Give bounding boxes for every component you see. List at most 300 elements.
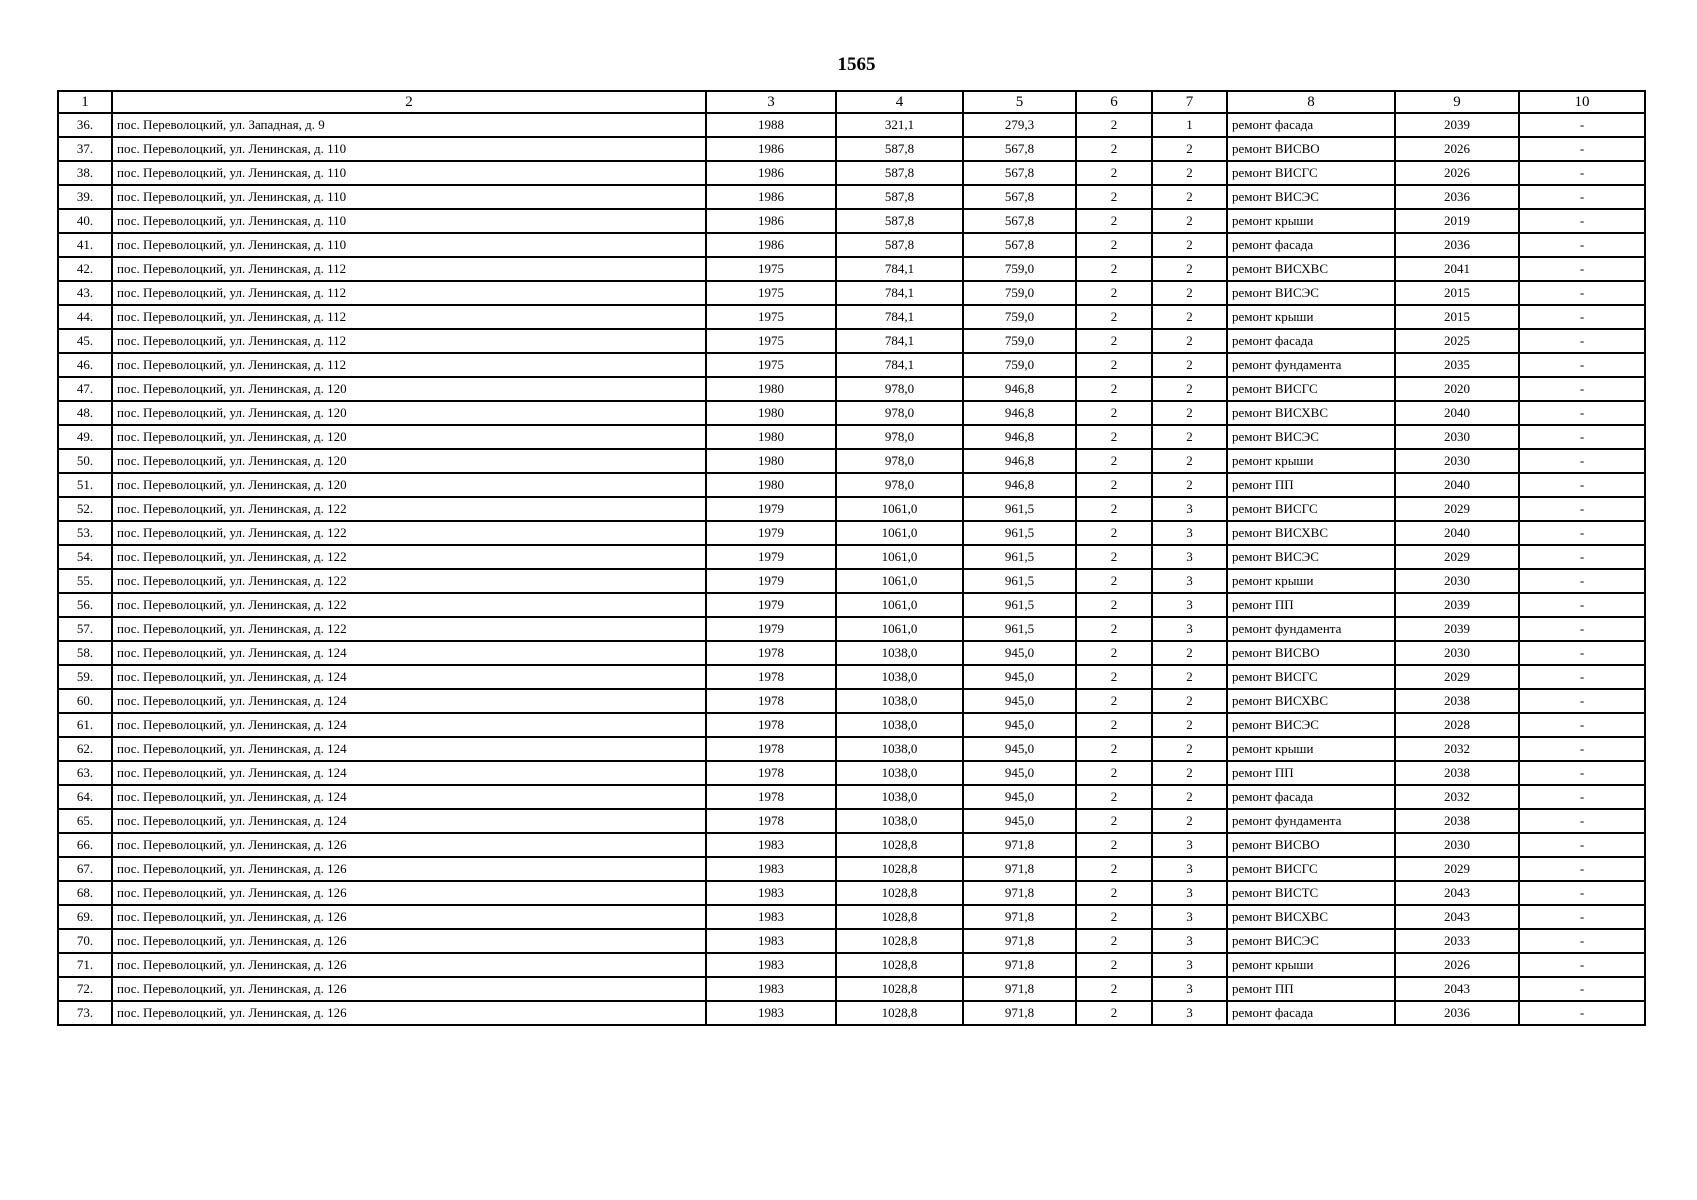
cell-row-number: 46. — [58, 353, 112, 377]
cell-entrances: 2 — [1152, 737, 1227, 761]
cell-total-area: 1038,0 — [836, 809, 963, 833]
cell-note: - — [1519, 281, 1645, 305]
cell-work-type: ремонт крыши — [1227, 737, 1395, 761]
cell-address: пос. Переволоцкий, ул. Ленинская, д. 124 — [112, 689, 706, 713]
table-row — [58, 1001, 1645, 1025]
cell-row-number: 47. — [58, 377, 112, 401]
cell-floors: 2 — [1076, 953, 1152, 977]
cell-total-area: 1028,8 — [836, 857, 963, 881]
cell-work-type: ремонт ВИСГС — [1227, 161, 1395, 185]
table-row — [58, 833, 1645, 857]
cell-row-number: 51. — [58, 473, 112, 497]
cell-work-type: ремонт ВИСВО — [1227, 641, 1395, 665]
header-cell-8: 8 — [1227, 91, 1395, 113]
cell-row-number: 57. — [58, 617, 112, 641]
cell-entrances: 2 — [1152, 377, 1227, 401]
cell-note: - — [1519, 977, 1645, 1001]
cell-entrances: 2 — [1152, 353, 1227, 377]
cell-living-area: 971,8 — [963, 953, 1076, 977]
cell-planned-year: 2038 — [1395, 761, 1519, 785]
table-row — [58, 545, 1645, 569]
cell-total-area: 1038,0 — [836, 785, 963, 809]
cell-living-area: 946,8 — [963, 449, 1076, 473]
table-row — [58, 881, 1645, 905]
cell-note: - — [1519, 905, 1645, 929]
table-row — [58, 233, 1645, 257]
table-row — [58, 137, 1645, 161]
cell-row-number: 68. — [58, 881, 112, 905]
cell-total-area: 784,1 — [836, 305, 963, 329]
cell-work-type: ремонт ВИСГС — [1227, 857, 1395, 881]
table-row — [58, 353, 1645, 377]
cell-year-built: 1978 — [706, 809, 836, 833]
cell-entrances: 3 — [1152, 929, 1227, 953]
cell-address: пос. Переволоцкий, ул. Ленинская, д. 122 — [112, 545, 706, 569]
cell-year-built: 1983 — [706, 857, 836, 881]
cell-entrances: 2 — [1152, 137, 1227, 161]
cell-living-area: 946,8 — [963, 401, 1076, 425]
cell-living-area: 759,0 — [963, 329, 1076, 353]
cell-living-area: 759,0 — [963, 257, 1076, 281]
cell-address: пос. Переволоцкий, ул. Ленинская, д. 124 — [112, 713, 706, 737]
cell-living-area: 567,8 — [963, 185, 1076, 209]
table-row — [58, 377, 1645, 401]
table-row — [58, 953, 1645, 977]
cell-address: пос. Переволоцкий, ул. Ленинская, д. 112 — [112, 305, 706, 329]
cell-work-type: ремонт ВИСХВС — [1227, 905, 1395, 929]
cell-note: - — [1519, 569, 1645, 593]
cell-work-type: ремонт ВИСХВС — [1227, 521, 1395, 545]
cell-floors: 2 — [1076, 161, 1152, 185]
cell-year-built: 1975 — [706, 281, 836, 305]
cell-address: пос. Переволоцкий, ул. Ленинская, д. 112 — [112, 353, 706, 377]
cell-entrances: 2 — [1152, 473, 1227, 497]
cell-note: - — [1519, 689, 1645, 713]
cell-total-area: 784,1 — [836, 281, 963, 305]
cell-row-number: 60. — [58, 689, 112, 713]
cell-floors: 2 — [1076, 257, 1152, 281]
cell-planned-year: 2035 — [1395, 353, 1519, 377]
cell-total-area: 1038,0 — [836, 689, 963, 713]
cell-year-built: 1975 — [706, 257, 836, 281]
cell-address: пос. Переволоцкий, ул. Ленинская, д. 126 — [112, 977, 706, 1001]
table-row — [58, 593, 1645, 617]
cell-year-built: 1983 — [706, 977, 836, 1001]
cell-note: - — [1519, 233, 1645, 257]
cell-total-area: 1028,8 — [836, 1001, 963, 1025]
cell-living-area: 567,8 — [963, 137, 1076, 161]
cell-planned-year: 2030 — [1395, 425, 1519, 449]
cell-year-built: 1978 — [706, 641, 836, 665]
cell-total-area: 978,0 — [836, 401, 963, 425]
cell-year-built: 1986 — [706, 209, 836, 233]
table-row — [58, 209, 1645, 233]
cell-total-area: 321,1 — [836, 113, 963, 137]
cell-living-area: 946,8 — [963, 473, 1076, 497]
cell-work-type: ремонт ВИСЭС — [1227, 281, 1395, 305]
cell-row-number: 41. — [58, 233, 112, 257]
cell-note: - — [1519, 401, 1645, 425]
header-row — [58, 91, 1645, 113]
cell-living-area: 961,5 — [963, 593, 1076, 617]
table-row — [58, 617, 1645, 641]
cell-total-area: 1038,0 — [836, 737, 963, 761]
cell-year-built: 1988 — [706, 113, 836, 137]
cell-note: - — [1519, 209, 1645, 233]
cell-planned-year: 2039 — [1395, 617, 1519, 641]
table-row — [58, 497, 1645, 521]
cell-note: - — [1519, 449, 1645, 473]
cell-row-number: 61. — [58, 713, 112, 737]
cell-total-area: 978,0 — [836, 473, 963, 497]
cell-note: - — [1519, 473, 1645, 497]
cell-work-type: ремонт ПП — [1227, 473, 1395, 497]
cell-floors: 2 — [1076, 137, 1152, 161]
cell-row-number: 40. — [58, 209, 112, 233]
cell-total-area: 978,0 — [836, 449, 963, 473]
cell-note: - — [1519, 137, 1645, 161]
cell-living-area: 946,8 — [963, 425, 1076, 449]
cell-work-type: ремонт крыши — [1227, 209, 1395, 233]
cell-living-area: 971,8 — [963, 881, 1076, 905]
table-row — [58, 521, 1645, 545]
cell-planned-year: 2043 — [1395, 881, 1519, 905]
cell-floors: 2 — [1076, 617, 1152, 641]
cell-entrances: 3 — [1152, 905, 1227, 929]
cell-work-type: ремонт фасада — [1227, 785, 1395, 809]
cell-entrances: 2 — [1152, 281, 1227, 305]
cell-living-area: 971,8 — [963, 833, 1076, 857]
cell-work-type: ремонт ВИСЭС — [1227, 545, 1395, 569]
cell-address: пос. Переволоцкий, ул. Ленинская, д. 126 — [112, 905, 706, 929]
cell-entrances: 2 — [1152, 209, 1227, 233]
cell-note: - — [1519, 809, 1645, 833]
cell-total-area: 1028,8 — [836, 953, 963, 977]
cell-total-area: 784,1 — [836, 353, 963, 377]
cell-address: пос. Переволоцкий, ул. Ленинская, д. 124 — [112, 809, 706, 833]
header-cell-7: 7 — [1152, 91, 1227, 113]
cell-work-type: ремонт ВИСЭС — [1227, 185, 1395, 209]
cell-note: - — [1519, 1001, 1645, 1025]
cell-living-area: 961,5 — [963, 497, 1076, 521]
cell-planned-year: 2040 — [1395, 401, 1519, 425]
cell-entrances: 3 — [1152, 881, 1227, 905]
cell-living-area: 971,8 — [963, 977, 1076, 1001]
cell-planned-year: 2036 — [1395, 185, 1519, 209]
cell-floors: 2 — [1076, 809, 1152, 833]
cell-entrances: 2 — [1152, 713, 1227, 737]
cell-work-type: ремонт фасада — [1227, 233, 1395, 257]
cell-row-number: 42. — [58, 257, 112, 281]
cell-address: пос. Переволоцкий, ул. Ленинская, д. 120 — [112, 473, 706, 497]
cell-floors: 2 — [1076, 113, 1152, 137]
cell-year-built: 1986 — [706, 137, 836, 161]
cell-work-type: ремонт ВИСЭС — [1227, 425, 1395, 449]
cell-floors: 2 — [1076, 977, 1152, 1001]
cell-entrances: 2 — [1152, 689, 1227, 713]
cell-floors: 2 — [1076, 281, 1152, 305]
cell-total-area: 587,8 — [836, 161, 963, 185]
cell-total-area: 1038,0 — [836, 761, 963, 785]
cell-planned-year: 2030 — [1395, 569, 1519, 593]
cell-address: пос. Переволоцкий, ул. Ленинская, д. 126 — [112, 953, 706, 977]
table-body — [58, 113, 1645, 1025]
cell-living-area: 567,8 — [963, 233, 1076, 257]
cell-floors: 2 — [1076, 713, 1152, 737]
cell-planned-year: 2026 — [1395, 953, 1519, 977]
table-row — [58, 905, 1645, 929]
cell-total-area: 1028,8 — [836, 905, 963, 929]
cell-entrances: 2 — [1152, 665, 1227, 689]
table-row — [58, 641, 1645, 665]
cell-year-built: 1975 — [706, 353, 836, 377]
cell-address: пос. Переволоцкий, ул. Ленинская, д. 110 — [112, 209, 706, 233]
cell-living-area: 971,8 — [963, 1001, 1076, 1025]
cell-floors: 2 — [1076, 233, 1152, 257]
cell-total-area: 1028,8 — [836, 977, 963, 1001]
table-row — [58, 449, 1645, 473]
cell-year-built: 1978 — [706, 665, 836, 689]
cell-total-area: 1028,8 — [836, 929, 963, 953]
cell-living-area: 961,5 — [963, 521, 1076, 545]
cell-floors: 2 — [1076, 1001, 1152, 1025]
cell-address: пос. Переволоцкий, ул. Ленинская, д. 122 — [112, 569, 706, 593]
cell-floors: 2 — [1076, 929, 1152, 953]
cell-total-area: 1061,0 — [836, 569, 963, 593]
cell-living-area: 945,0 — [963, 665, 1076, 689]
cell-planned-year: 2030 — [1395, 641, 1519, 665]
page-number: 1565 — [837, 54, 876, 75]
cell-year-built: 1980 — [706, 425, 836, 449]
cell-living-area: 971,8 — [963, 929, 1076, 953]
cell-row-number: 37. — [58, 137, 112, 161]
table-row — [58, 401, 1645, 425]
table-row — [58, 761, 1645, 785]
cell-work-type: ремонт ВИСХВС — [1227, 689, 1395, 713]
cell-living-area: 759,0 — [963, 353, 1076, 377]
cell-entrances: 2 — [1152, 161, 1227, 185]
cell-floors: 2 — [1076, 689, 1152, 713]
cell-note: - — [1519, 185, 1645, 209]
cell-address: пос. Переволоцкий, ул. Ленинская, д. 120 — [112, 425, 706, 449]
cell-living-area: 759,0 — [963, 305, 1076, 329]
cell-floors: 2 — [1076, 545, 1152, 569]
cell-note: - — [1519, 953, 1645, 977]
cell-note: - — [1519, 353, 1645, 377]
cell-planned-year: 2019 — [1395, 209, 1519, 233]
cell-address: пос. Переволоцкий, ул. Ленинская, д. 126 — [112, 929, 706, 953]
cell-work-type: ремонт фасада — [1227, 1001, 1395, 1025]
cell-living-area: 945,0 — [963, 809, 1076, 833]
cell-total-area: 1061,0 — [836, 497, 963, 521]
cell-planned-year: 2030 — [1395, 833, 1519, 857]
cell-planned-year: 2039 — [1395, 113, 1519, 137]
cell-floors: 2 — [1076, 521, 1152, 545]
cell-note: - — [1519, 305, 1645, 329]
cell-entrances: 2 — [1152, 185, 1227, 209]
table-row — [58, 689, 1645, 713]
cell-row-number: 56. — [58, 593, 112, 617]
cell-entrances: 2 — [1152, 233, 1227, 257]
cell-planned-year: 2038 — [1395, 809, 1519, 833]
table-row — [58, 737, 1645, 761]
cell-year-built: 1978 — [706, 761, 836, 785]
cell-entrances: 3 — [1152, 1001, 1227, 1025]
cell-planned-year: 2029 — [1395, 665, 1519, 689]
table-row — [58, 713, 1645, 737]
cell-floors: 2 — [1076, 449, 1152, 473]
header-cell-1: 1 — [58, 91, 112, 113]
header-cell-6: 6 — [1076, 91, 1152, 113]
cell-row-number: 53. — [58, 521, 112, 545]
cell-entrances: 2 — [1152, 641, 1227, 665]
cell-living-area: 945,0 — [963, 785, 1076, 809]
cell-note: - — [1519, 665, 1645, 689]
cell-note: - — [1519, 641, 1645, 665]
cell-planned-year: 2032 — [1395, 737, 1519, 761]
cell-living-area: 945,0 — [963, 689, 1076, 713]
table-row — [58, 665, 1645, 689]
cell-entrances: 2 — [1152, 449, 1227, 473]
cell-entrances: 2 — [1152, 401, 1227, 425]
cell-work-type: ремонт ПП — [1227, 977, 1395, 1001]
cell-work-type: ремонт ВИСХВС — [1227, 401, 1395, 425]
cell-floors: 2 — [1076, 425, 1152, 449]
cell-floors: 2 — [1076, 497, 1152, 521]
cell-living-area: 567,8 — [963, 161, 1076, 185]
cell-entrances: 3 — [1152, 977, 1227, 1001]
cell-total-area: 1061,0 — [836, 521, 963, 545]
cell-row-number: 54. — [58, 545, 112, 569]
cell-entrances: 3 — [1152, 857, 1227, 881]
cell-row-number: 64. — [58, 785, 112, 809]
cell-living-area: 945,0 — [963, 737, 1076, 761]
cell-floors: 2 — [1076, 857, 1152, 881]
cell-entrances: 2 — [1152, 809, 1227, 833]
cell-planned-year: 2040 — [1395, 473, 1519, 497]
cell-address: пос. Переволоцкий, ул. Ленинская, д. 122 — [112, 617, 706, 641]
cell-total-area: 587,8 — [836, 137, 963, 161]
cell-note: - — [1519, 857, 1645, 881]
cell-work-type: ремонт ВИСХВС — [1227, 257, 1395, 281]
cell-floors: 2 — [1076, 785, 1152, 809]
cell-living-area: 945,0 — [963, 713, 1076, 737]
cell-row-number: 59. — [58, 665, 112, 689]
cell-row-number: 58. — [58, 641, 112, 665]
table-row — [58, 809, 1645, 833]
registry-table — [57, 90, 1646, 1026]
cell-note: - — [1519, 593, 1645, 617]
cell-year-built: 1978 — [706, 737, 836, 761]
cell-planned-year: 2026 — [1395, 137, 1519, 161]
table-row — [58, 281, 1645, 305]
cell-row-number: 43. — [58, 281, 112, 305]
cell-entrances: 2 — [1152, 785, 1227, 809]
cell-row-number: 73. — [58, 1001, 112, 1025]
cell-total-area: 1028,8 — [836, 881, 963, 905]
cell-planned-year: 2036 — [1395, 1001, 1519, 1025]
cell-year-built: 1983 — [706, 1001, 836, 1025]
cell-work-type: ремонт фундамента — [1227, 617, 1395, 641]
cell-floors: 2 — [1076, 761, 1152, 785]
cell-address: пос. Переволоцкий, ул. Ленинская, д. 112 — [112, 329, 706, 353]
cell-planned-year: 2038 — [1395, 689, 1519, 713]
cell-floors: 2 — [1076, 569, 1152, 593]
table-header — [58, 91, 1645, 113]
cell-address: пос. Переволоцкий, ул. Ленинская, д. 120 — [112, 401, 706, 425]
cell-living-area: 945,0 — [963, 761, 1076, 785]
cell-total-area: 1038,0 — [836, 665, 963, 689]
cell-address: пос. Переволоцкий, ул. Ленинская, д. 124 — [112, 737, 706, 761]
cell-planned-year: 2015 — [1395, 305, 1519, 329]
cell-year-built: 1975 — [706, 329, 836, 353]
cell-address: пос. Переволоцкий, ул. Ленинская, д. 124 — [112, 641, 706, 665]
cell-floors: 2 — [1076, 737, 1152, 761]
cell-note: - — [1519, 113, 1645, 137]
cell-note: - — [1519, 737, 1645, 761]
cell-address: пос. Переволоцкий, ул. Ленинская, д. 122 — [112, 521, 706, 545]
cell-work-type: ремонт фундамента — [1227, 809, 1395, 833]
cell-row-number: 63. — [58, 761, 112, 785]
table-row — [58, 257, 1645, 281]
cell-note: - — [1519, 497, 1645, 521]
cell-year-built: 1978 — [706, 785, 836, 809]
cell-address: пос. Переволоцкий, ул. Ленинская, д. 110 — [112, 161, 706, 185]
cell-total-area: 978,0 — [836, 425, 963, 449]
cell-work-type: ремонт фасада — [1227, 113, 1395, 137]
cell-total-area: 587,8 — [836, 233, 963, 257]
cell-living-area: 961,5 — [963, 545, 1076, 569]
cell-year-built: 1983 — [706, 905, 836, 929]
cell-address: пос. Переволоцкий, ул. Ленинская, д. 110 — [112, 185, 706, 209]
cell-planned-year: 2030 — [1395, 449, 1519, 473]
cell-address: пос. Переволоцкий, ул. Ленинская, д. 126 — [112, 857, 706, 881]
cell-floors: 2 — [1076, 377, 1152, 401]
cell-work-type: ремонт ВИСГС — [1227, 497, 1395, 521]
cell-row-number: 69. — [58, 905, 112, 929]
cell-floors: 2 — [1076, 353, 1152, 377]
cell-living-area: 759,0 — [963, 281, 1076, 305]
cell-work-type: ремонт крыши — [1227, 449, 1395, 473]
cell-address: пос. Переволоцкий, ул. Ленинская, д. 124 — [112, 761, 706, 785]
header-cell-4: 4 — [836, 91, 963, 113]
table-row — [58, 977, 1645, 1001]
cell-work-type: ремонт ВИСГС — [1227, 377, 1395, 401]
cell-floors: 2 — [1076, 329, 1152, 353]
cell-year-built: 1980 — [706, 401, 836, 425]
cell-year-built: 1983 — [706, 881, 836, 905]
cell-row-number: 72. — [58, 977, 112, 1001]
cell-floors: 2 — [1076, 185, 1152, 209]
cell-address: пос. Переволоцкий, ул. Ленинская, д. 112 — [112, 257, 706, 281]
table-row — [58, 857, 1645, 881]
table-row — [58, 569, 1645, 593]
cell-planned-year: 2015 — [1395, 281, 1519, 305]
cell-entrances: 2 — [1152, 425, 1227, 449]
cell-year-built: 1979 — [706, 497, 836, 521]
cell-planned-year: 2043 — [1395, 977, 1519, 1001]
cell-entrances: 3 — [1152, 545, 1227, 569]
cell-note: - — [1519, 929, 1645, 953]
cell-entrances: 3 — [1152, 593, 1227, 617]
cell-floors: 2 — [1076, 665, 1152, 689]
cell-note: - — [1519, 425, 1645, 449]
cell-work-type: ремонт ВИСВО — [1227, 833, 1395, 857]
cell-floors: 2 — [1076, 209, 1152, 233]
cell-entrances: 1 — [1152, 113, 1227, 137]
cell-row-number: 71. — [58, 953, 112, 977]
cell-planned-year: 2028 — [1395, 713, 1519, 737]
